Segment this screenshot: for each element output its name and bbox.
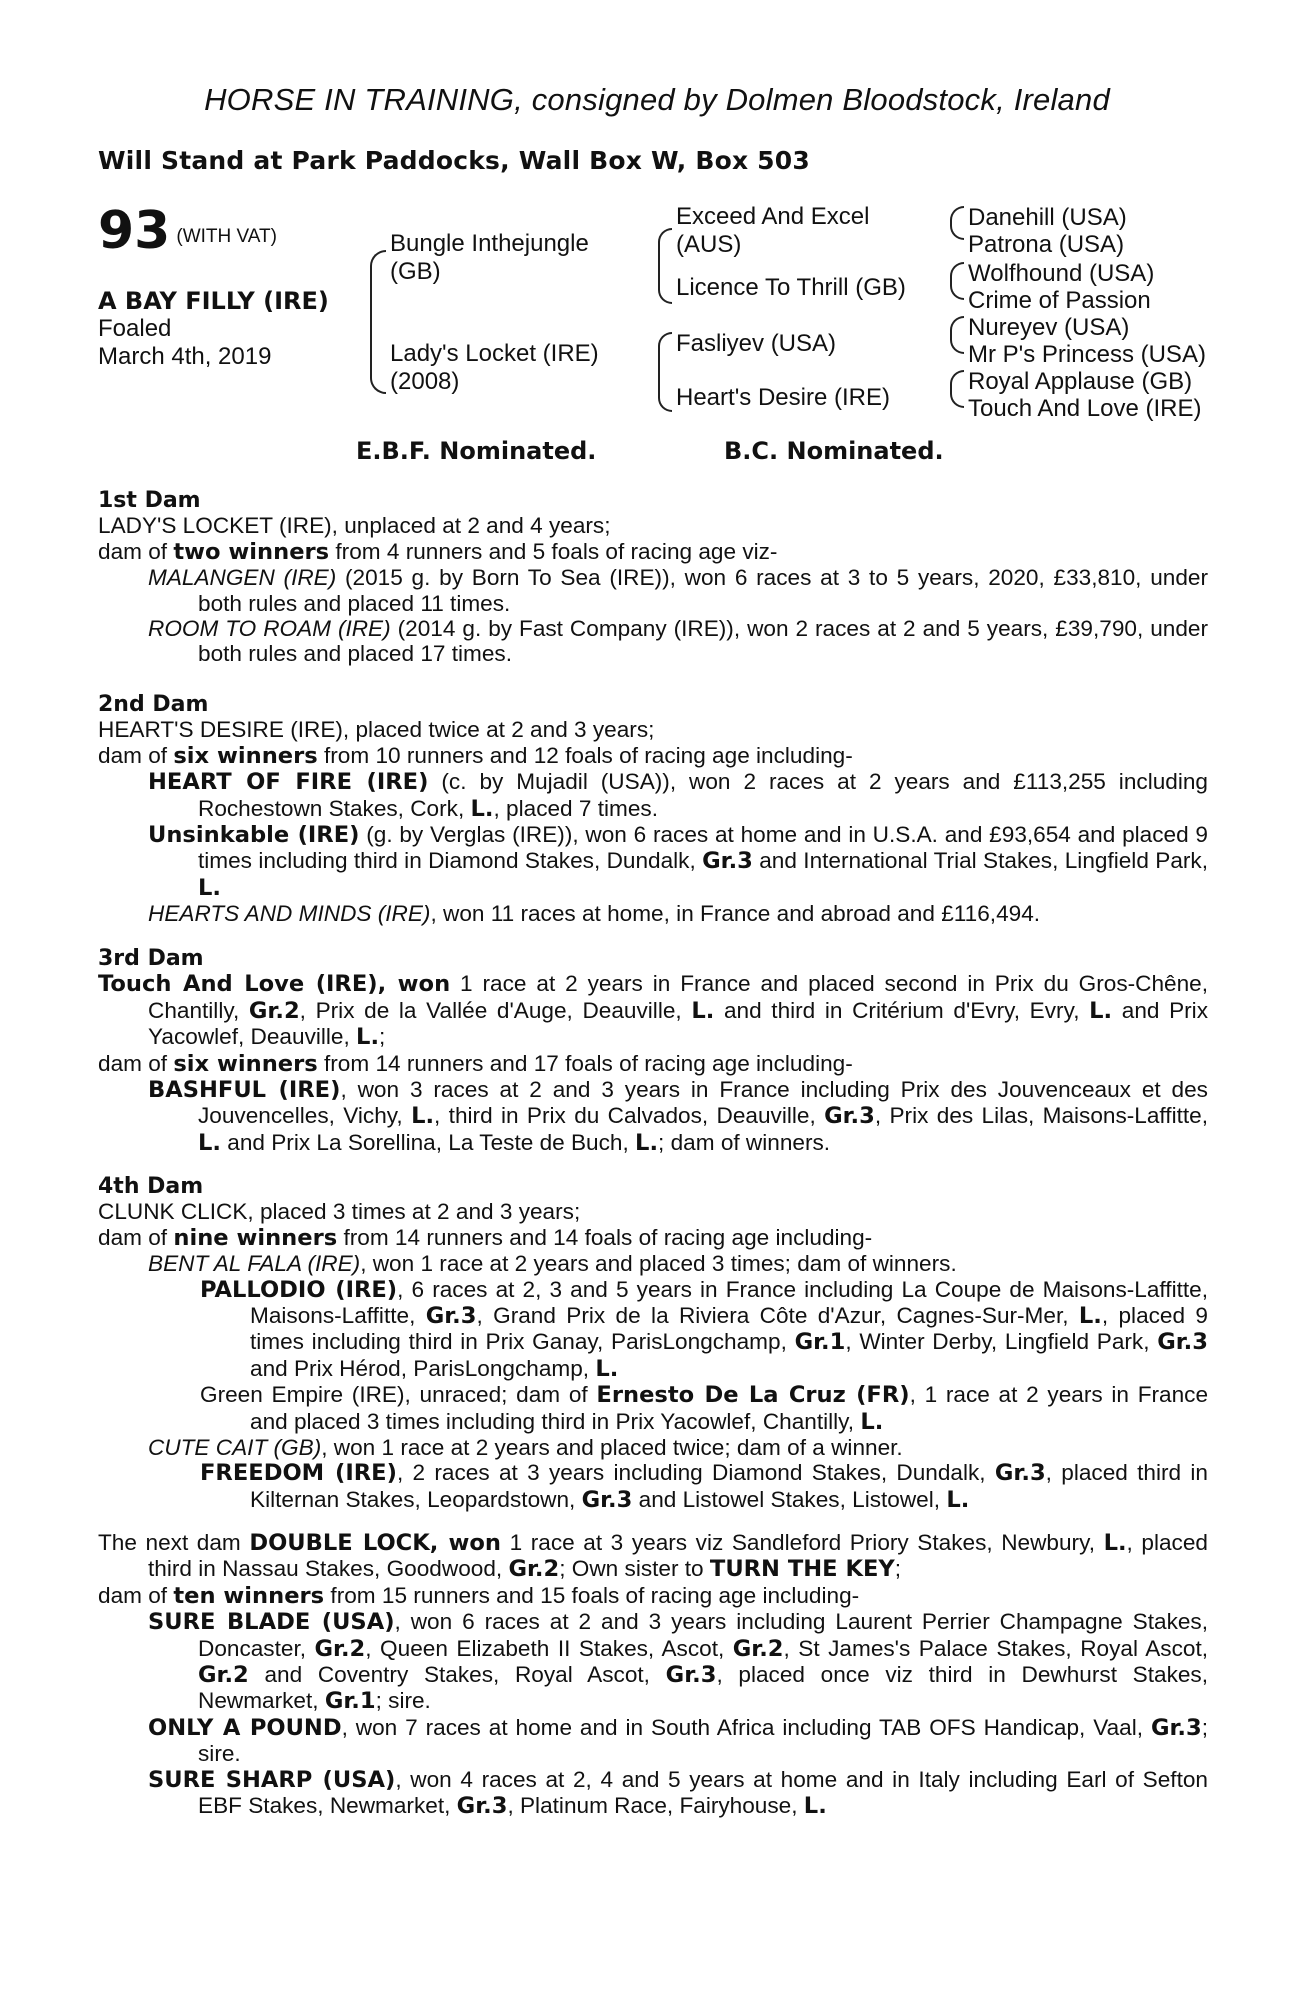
progeny-entry: MALANGEN (IRE) (2015 g. by Born To Sea (IRE)), won 6 races at 3 to 5 years, 2020, £33,810, under both rules and placed 11 times.: [148, 565, 1208, 616]
pedigree-dss: Nureyev (USA): [968, 314, 1130, 341]
stand-location: Will Stand at Park Paddocks, Wall Box W, Box 503: [98, 146, 810, 175]
dam-year: (2008): [390, 368, 460, 395]
bc-nomination: B.C. Nominated.: [724, 437, 944, 465]
pedigree-brace-dd: [950, 370, 964, 408]
sire-name: Bungle Inthejungle: [390, 230, 589, 257]
progeny-entry: CUTE CAIT (GB), won 1 race at 2 years and placed twice; dam of a winner.: [148, 1435, 903, 1461]
pedigree-ss: [676, 203, 869, 259]
pedigree-sire: [390, 230, 589, 286]
page-title: HORSE IN TRAINING, consigned by Dolmen Bloodstock, Ireland: [204, 82, 1110, 117]
section-heading: 2nd Dam: [98, 692, 209, 717]
progeny-entry: ROOM TO ROAM (IRE) (2014 g. by Fast Company (IRE)), won 2 races at 2 and 5 years, £39,790, under both rules and placed 17 times.: [148, 616, 1208, 667]
second-dam-section: [98, 692, 1208, 927]
grand-progeny-entry: Green Empire (IRE), unraced; dam of Ernesto De La Cruz (FR), 1 race at 2 years in France and placed 3 times including third in Prix Yacowlef, Chantilly, L.: [200, 1382, 1209, 1435]
section-heading: 3rd Dam: [98, 946, 204, 971]
next-dam-section: [98, 1530, 1208, 1819]
pedigree-sds: Wolfhound (USA): [968, 260, 1155, 287]
pedigree-sss: Danehill (USA): [968, 204, 1127, 231]
dam-name: Lady's Locket (IRE): [390, 340, 599, 367]
ebf-nomination: E.B.F. Nominated.: [356, 437, 597, 465]
ss-country: (AUS): [676, 231, 742, 258]
sire-country: (GB): [390, 258, 441, 285]
lot-number-block: [98, 201, 277, 261]
dam-summary: dam of nine winners from 14 runners and 14 foals of racing age including-: [98, 1224, 873, 1251]
pedigree-dds: Royal Applause (GB): [968, 368, 1193, 395]
progeny-entry: HEART OF FIRE (IRE) (c. by Mujadil (USA)), won 2 races at 2 years and £113,255 including Rochestown Stakes, Cork, L., placed 7 times.: [148, 769, 1208, 822]
progeny-entry: SURE SHARP (USA), won 4 races at 2, 4 and 5 years at home and in Italy including Earl of Sefton EBF Stakes, Newmarket, Gr.3, Platinum Race, Fairyhouse, L.: [148, 1766, 1208, 1820]
pedigree-dd: Heart's Desire (IRE): [676, 384, 890, 411]
grand-progeny-entry: FREEDOM (IRE), 2 races at 3 years including Diamond Stakes, Dundalk, Gr.3, placed third in Kilternan Stakes, Leopardstown, Gr.3 and Listowel Stakes, Listowel, L.: [200, 1460, 1208, 1513]
pedigree-brace-ss: [950, 206, 964, 240]
dam-summary: dam of two winners from 4 runners and 5 foals of racing age viz-: [98, 538, 778, 565]
section-heading: 1st Dam: [98, 488, 201, 513]
section-heading: 4th Dam: [98, 1174, 204, 1199]
pedigree-brace-sire: [658, 228, 672, 304]
pedigree-ssd: Patrona (USA): [968, 231, 1125, 258]
progeny-entry: ONLY A POUND, won 7 races at home and in South Africa including TAB OFS Handicap, Vaal, Gr.3; sire.: [148, 1714, 1208, 1767]
dam-summary: dam of ten winners from 15 runners and 15 foals of racing age including-: [98, 1582, 860, 1609]
pedigree-brace-dam: [658, 332, 672, 412]
third-dam-section: [98, 946, 1208, 1156]
horse-info: [98, 287, 329, 371]
first-dam-section: [98, 488, 1208, 667]
fourth-dam-section: [98, 1174, 1208, 1513]
horse-name: A BAY FILLY (IRE): [98, 287, 329, 315]
dam-intro: The next dam DOUBLE LOCK, won 1 race at 3 years viz Sandleford Priory Stakes, Newbury, L., placed third in Nassau Stakes, Goodwood, Gr.2; Own sister to TURN THE KEY;: [98, 1530, 1208, 1583]
foaled-label: Foaled: [98, 315, 172, 342]
dam-intro: LADY'S LOCKET (IRE), unplaced at 2 and 4 years;: [98, 513, 611, 539]
dam-summary: dam of six winners from 10 runners and 12 foals of racing age including-: [98, 742, 853, 769]
pedigree-ddd: Touch And Love (IRE): [968, 395, 1202, 422]
ss-name: Exceed And Excel: [676, 203, 870, 230]
progeny-entry: SURE BLADE (USA), won 6 races at 2 and 3 years including Laurent Perrier Champagne Stakes, Doncaster, Gr.2, Queen Elizabeth II Stakes, Ascot, Gr.2, St James's Palace Stakes, Royal Ascot, Gr.2 and Coventry Stakes, Royal Ascot, Gr.3, placed once viz third in Dewhurst Stakes, Newmarket, Gr.1; sire.: [148, 1609, 1209, 1715]
dam-summary: dam of six winners from 14 runners and 17 foals of racing age including-: [98, 1050, 853, 1077]
pedigree-dam: [390, 340, 599, 396]
progeny-entry: BASHFUL (IRE), won 3 races at 2 and 3 years in France including Prix des Jouvenceaux et des Jouvencelles, Vichy, L., third in Prix du Calvados, Deauville, Gr.3, Prix des Lilas, Maisons-Laffitte, L. and Prix La Sorellina, La Teste de Buch, L.; dam of winners.: [148, 1077, 1208, 1156]
foaled-date: March 4th, 2019: [98, 343, 272, 370]
pedigree-brace-ds: [950, 316, 964, 354]
pedigree-sdd: Crime of Passion: [968, 287, 1151, 314]
dam-intro: Touch And Love (IRE), won 1 race at 2 years in France and placed second in Prix du Gros-Chêne, Chantilly, Gr.2, Prix de la Vallée d'Auge, Deauville, L. and third in Critérium d'Evry, Evry, L. and Prix Yacowlef, Deauville, L.;: [98, 971, 1209, 1051]
lot-number: 93: [98, 201, 171, 261]
pedigree-brace-sd: [950, 262, 964, 300]
progeny-entry: HEARTS AND MINDS (IRE), won 11 races at home, in France and abroad and £116,494.: [148, 901, 1041, 927]
dam-intro: CLUNK CLICK, placed 3 times at 2 and 3 years;: [98, 1199, 581, 1225]
pedigree-sd: Licence To Thrill (GB): [676, 274, 906, 301]
progeny-entry: Unsinkable (IRE) (g. by Verglas (IRE)), won 6 races at home and in U.S.A. and £93,654 and placed 9 times including third in Diamond Stakes, Dundalk, Gr.3 and International Trial Stakes, Lingfield Park, L.: [148, 822, 1208, 901]
grand-progeny-entry: PALLODIO (IRE), 6 races at 2, 3 and 5 years in France including La Coupe de Maisons-Laffitte, Maisons-Laffitte, Gr.3, Grand Prix de la Riviera Côte d'Azur, Cagnes-Sur-Mer, L., placed 9 times including third in Prix Ganay, ParisLongchamp, Gr.1, Winter Derby, Lingfield Park, Gr.3 and Prix Hérod, ParisLongchamp, L.: [200, 1276, 1208, 1382]
dam-intro: HEART'S DESIRE (IRE), placed twice at 2 and 3 years;: [98, 717, 655, 743]
progeny-entry: BENT AL FALA (IRE), won 1 race at 2 years and placed 3 times; dam of winners.: [148, 1251, 957, 1277]
vat-note: (WITH VAT): [176, 226, 277, 247]
pedigree-brace-main: [370, 250, 386, 394]
pedigree-ds: Fasliyev (USA): [676, 330, 837, 357]
pedigree-dsd: Mr P's Princess (USA): [968, 341, 1206, 368]
